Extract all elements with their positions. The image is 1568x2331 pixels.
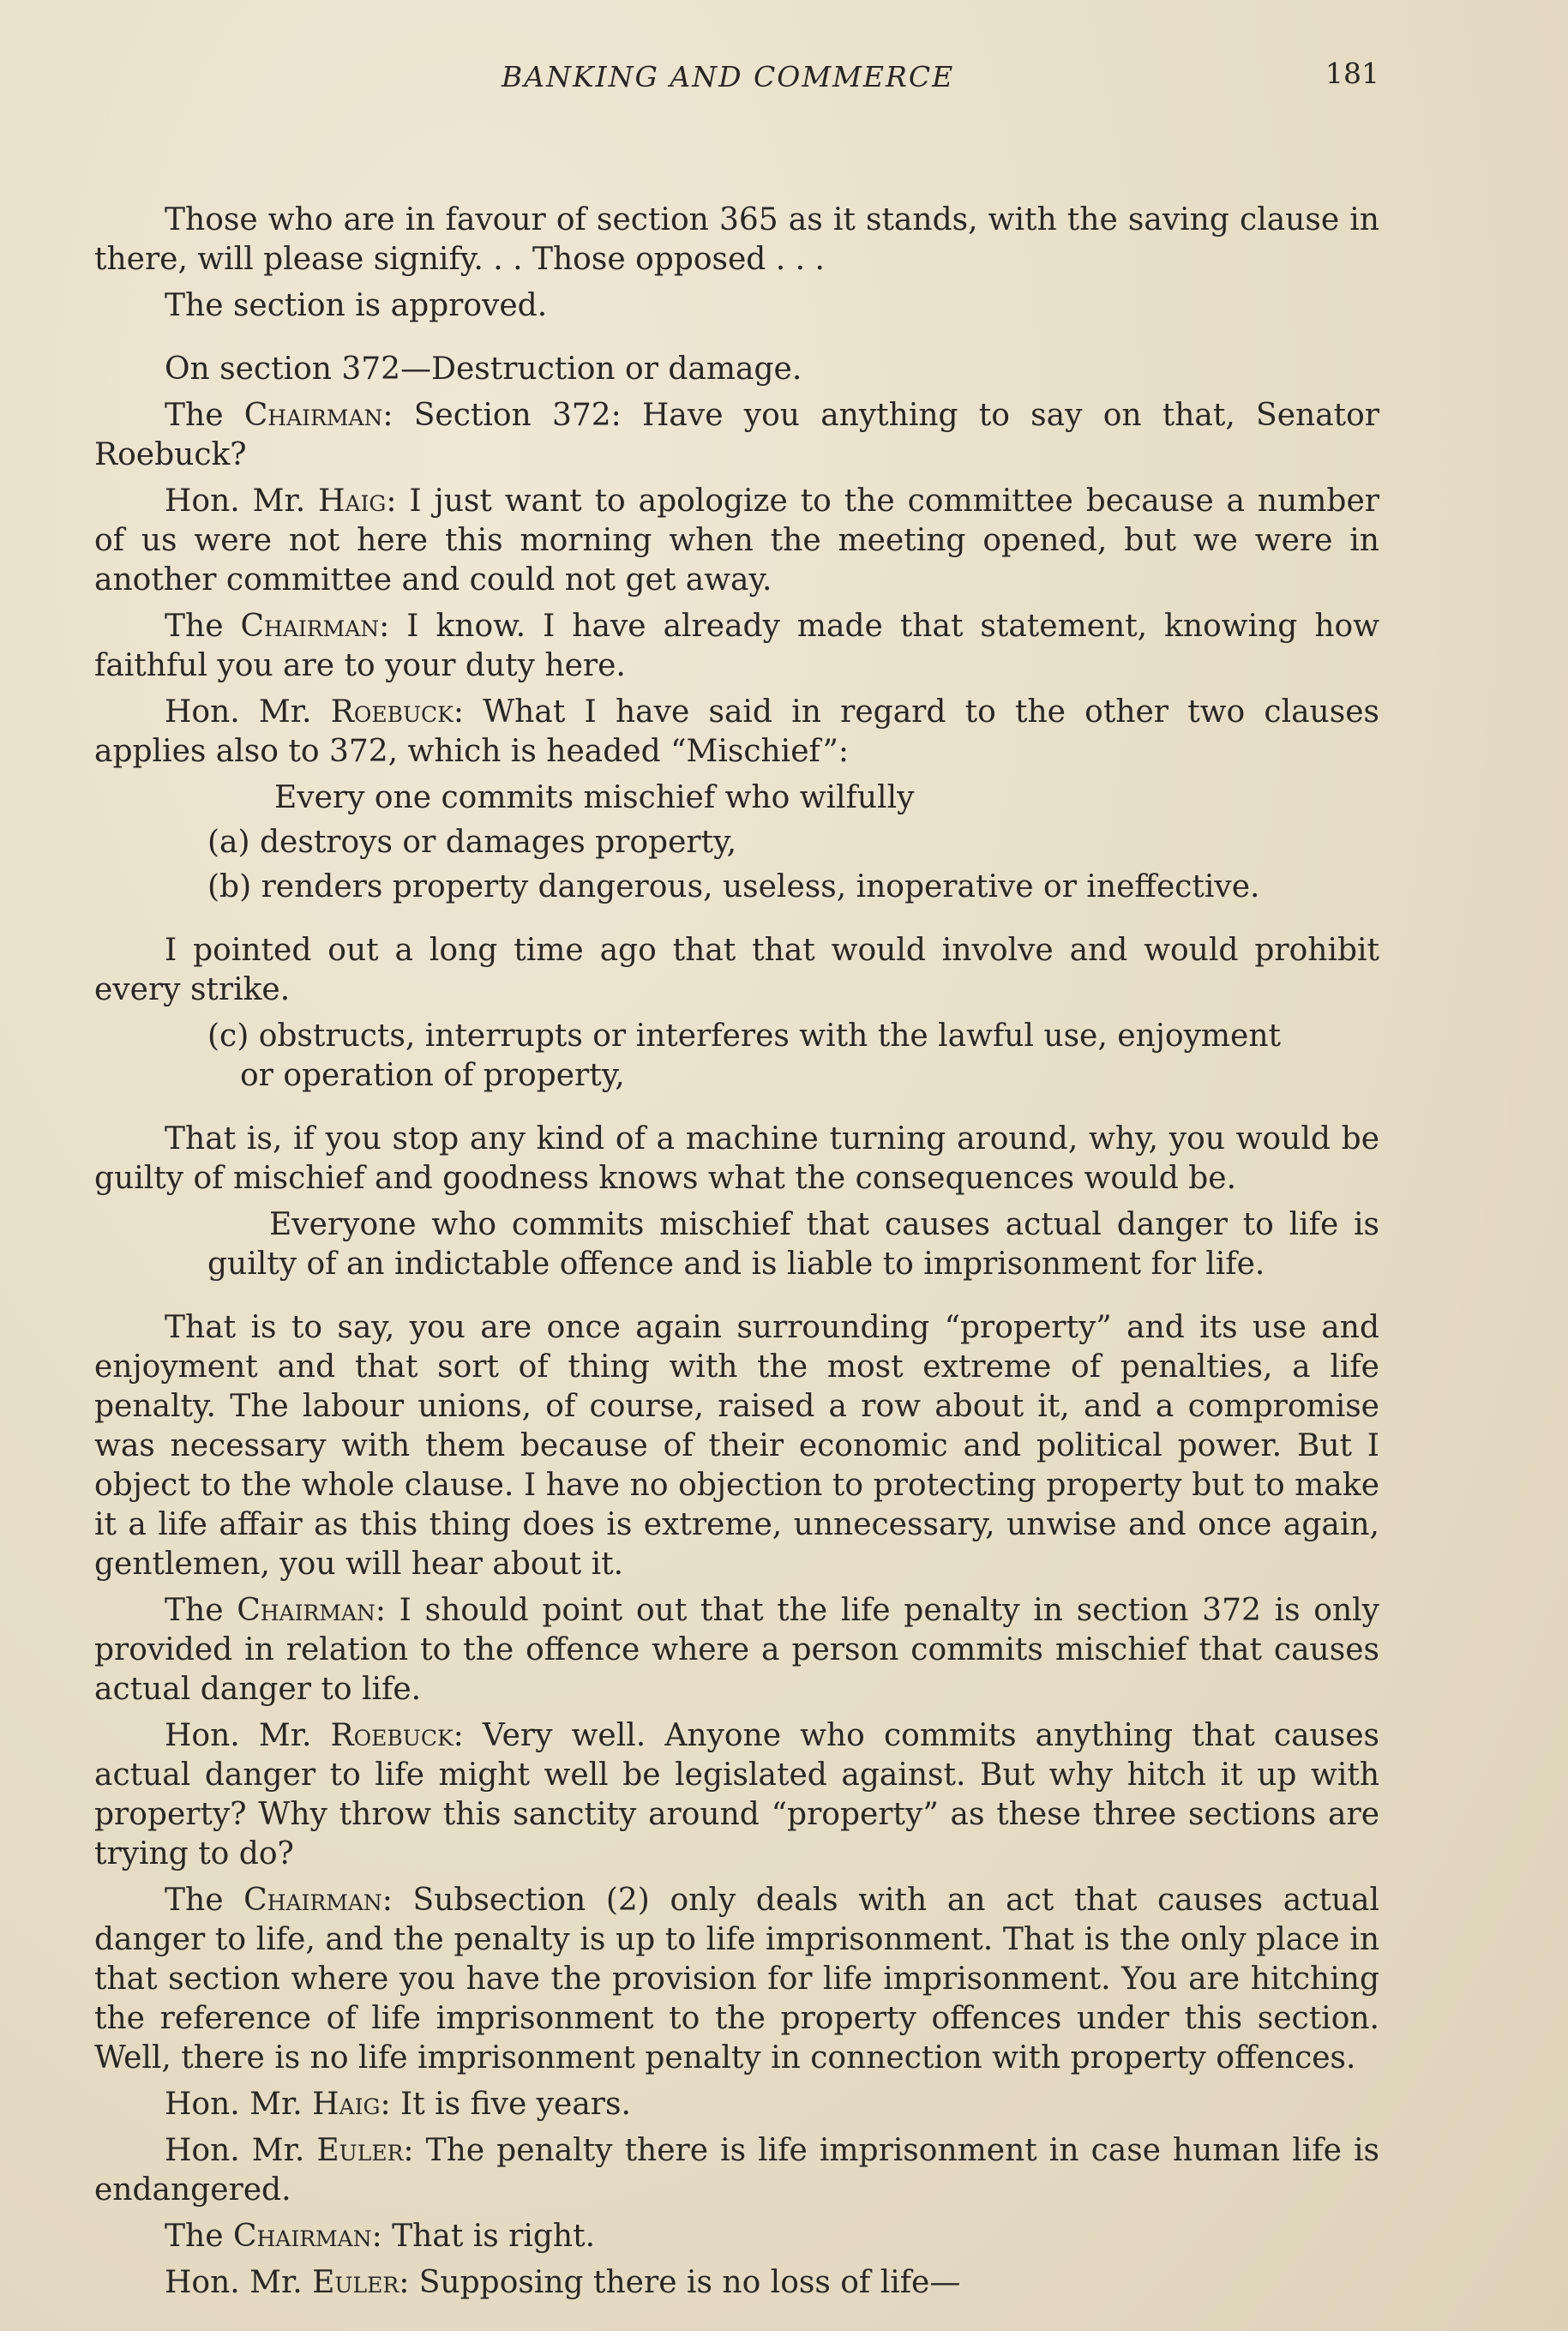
paragraph: I pointed out a long time ago that that would involve and would prohibit every strike. xyxy=(94,933,1379,1007)
speaker-name: Chairman xyxy=(232,2219,372,2254)
paragraph: The section is approved. xyxy=(165,288,548,323)
quote-item-b: (b) renders property dangerous, useless, inoperative or ineffective. xyxy=(207,869,1260,904)
statute-quote-3: Everyone who commits mischief that causes actual danger to life is guilty of an indictable offence and is liable to imprisonment for life. xyxy=(207,1207,1379,1282)
speaker-name: Chairman xyxy=(243,1883,382,1918)
speaker-name: Chairman xyxy=(237,1593,375,1628)
page-number: 181 xyxy=(1325,57,1379,90)
speaker-name: Roebuck xyxy=(330,1718,454,1753)
speaker-name: Chairman xyxy=(243,398,383,433)
paragraph: On section 372—Destruction or damage. xyxy=(165,351,802,387)
speaker-name: Roebuck xyxy=(330,694,454,730)
statute-quote-2 xyxy=(94,1017,1379,1096)
speech-paragraph: The Chairman: Subsection (2) only deals with an act that causes actual danger to life, and the penalty is up to life imprisonment. That is the only place in that section where you have the provision for life imprisonment. You are hitching the reference of life imprisonment to the property offences under this section. Well, there is no life imprisonment penalty in connection with property offences. xyxy=(94,1883,1379,2076)
speech-paragraph: Hon. Mr. Haig: It is five years. xyxy=(165,2087,631,2122)
speaker-name: Euler xyxy=(316,2133,404,2168)
page-header xyxy=(94,57,1379,111)
quote-item-c: (c) obstructs, interrupts or interferes with the lawful use, enjoyment xyxy=(207,1018,1282,1054)
speaker-name: Haig xyxy=(318,484,387,519)
speech-paragraph: Hon. Mr. Haig: I just want to apologize to the committee because a number of us were not here this morning when the meeting opened, but we were in another committee and could not get away. xyxy=(94,484,1379,598)
speaker-name: Haig xyxy=(312,2087,381,2122)
running-title: BANKING AND COMMERCE xyxy=(502,60,955,93)
quote-item-a: (a) destroys or damages property, xyxy=(207,825,737,860)
speech-paragraph: Hon. Mr. Euler: The penalty there is life imprisonment in case human life is endangered. xyxy=(94,2133,1379,2208)
quote-item-c-cont: or operation of property, xyxy=(240,1058,625,1093)
paragraph: That is, if you stop any kind of a machine turning around, why, you would be guilty of mischief and goodness knows what the consequences would be. xyxy=(94,1121,1379,1196)
statute-quote-1 xyxy=(94,778,1379,907)
speech-paragraph: The Chairman: I should point out that the life penalty in section 372 is only provided in relation to the offence where a person commits mischief that causes actual danger to life. xyxy=(94,1593,1379,1707)
speech-paragraph: Hon. Mr. Roebuck: What I have said in regard to the other two clauses applies also to 372, which is headed “Mischief”: xyxy=(94,694,1379,769)
quote-intro: Every one commits mischief who wilfully xyxy=(274,780,915,815)
body-text xyxy=(94,201,1379,2303)
paragraph: That is to say, you are once again surrounding “property” and its use and enjoyment and that sort of thing with the most extreme of penalties, a life penalty. The labour unions, of course, raised a row about it, and a compromise was necessary with them because of their economic and political power. But I object to the whole clause. I have no objection to protecting property but to make it a life affair as this thing does is extreme, unnecessary, unwise and once again, gentlemen, you will hear about it. xyxy=(94,1310,1379,1582)
speech-paragraph: Hon. Mr. Roebuck: Very well. Anyone who commits anything that causes actual danger to life might well be legislated against. But why hitch it up with property? Why throw this sanctity around “property” as these three sections are trying to do? xyxy=(94,1718,1379,1871)
speaker-name: Chairman xyxy=(240,609,380,644)
speaker-name: Euler xyxy=(312,2265,400,2300)
speech-paragraph: The Chairman: That is right. xyxy=(165,2219,596,2254)
speech-paragraph: Hon. Mr. Euler: Supposing there is no loss of life— xyxy=(165,2265,961,2300)
speech-paragraph: The Chairman: Section 372: Have you anything to say on that, Senator Roebuck? xyxy=(94,398,1380,472)
speech-paragraph: The Chairman: I know. I have already made that statement, knowing how faithful you are to your duty here. xyxy=(94,609,1379,683)
paragraph: Those who are in favour of section 365 as it stands, with the saving clause in there, will please signify. . . Those opposed . . . xyxy=(94,202,1379,277)
